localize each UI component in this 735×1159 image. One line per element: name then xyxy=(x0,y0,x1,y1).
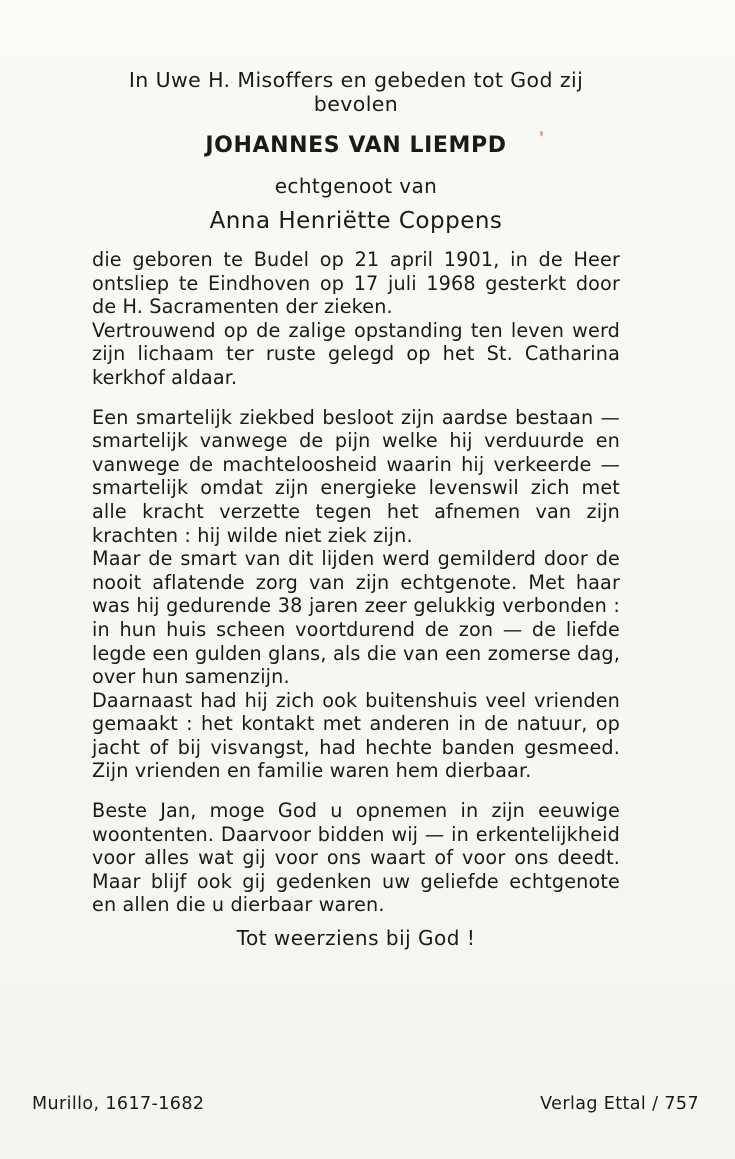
prayer-paragraph: Beste Jan, moge God u opnemen in zijn eeuwige woontenten. Daarvoor bidden wij — in erkentelijkheid voor alles wat gij voor ons waart of voor ons deedt. Maar blijf ook gij gedenken uw geliefde echtgenote en allen die u dierbaar waren. xyxy=(92,799,620,917)
spouse-intro: echtgenoot van xyxy=(274,174,438,198)
footer-publisher: Verlag Ettal / 757 xyxy=(540,1094,699,1114)
farewell: Tot weerziens bij God ! xyxy=(236,926,476,951)
burial-paragraph: Vertrouwend op de zalige opstanding ten leven werd zijn lichaam ter ruste gelegd op het St. Catharina kerkhof aldaar. xyxy=(92,318,620,389)
story-paragraph-friends: Daarnaast had hij zich ook buitenshuis veel vrienden gemaakt : het kontakt met anderen in de natuur, op jacht of bij visvangst, had hechte banden gesmeed. Zijn vrienden en familie waren hem dierbaar. xyxy=(92,688,620,783)
birth-death-paragraph: die geboren te Budel op 21 april 1901, in de Heer ontsliep te Eindhoven op 17 juli 1968 gesterkt door de H. Sacramenten der zieken. xyxy=(92,248,620,319)
story-paragraph-illness: Een smartelijk ziekbed besloot zijn aardse bestaan — smartelijk vanwege de pijn welke hij verduurde en vanwege de machteloosheid waarin hij verkeerde — smartelijk omdat zijn energieke levenswil zich met alle kracht verzette tegen het afnemen van zijn krachten : hij wilde niet ziek zijn. xyxy=(92,405,620,547)
dedication: In Uwe H. Misoffers en gebeden tot God zij bevolen xyxy=(128,68,584,116)
story-paragraph-marriage: Maar de smart van dit lijden werd gemilderd door de nooit aflatende zorg van zijn echtgenote. Met haar was hij gedurende 38 jaren zeer gelukkig verbonden : in hun huis scheen voortdurend de zon — de liefde legde een gulden glans, als die van een zomerse dag, over hun samenzijn. xyxy=(92,547,620,689)
biography xyxy=(92,248,620,390)
story xyxy=(92,406,620,784)
card-content xyxy=(92,68,620,951)
spouse-name: Anna Henriëtte Coppens xyxy=(209,208,503,234)
footer-artist-credit: Murillo, 1617-1682 xyxy=(32,1094,205,1114)
prayer-section xyxy=(92,799,620,917)
deceased-name: JOHANNES VAN LIEMPD xyxy=(205,133,507,158)
